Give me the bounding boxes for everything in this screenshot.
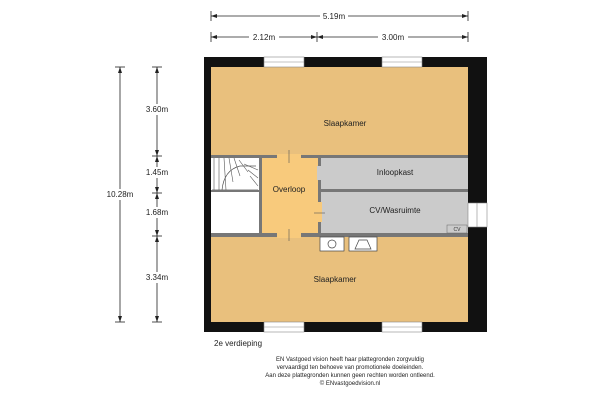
floor-label: 2e verdieping [214, 339, 263, 348]
room-slaapkamer-top [211, 67, 468, 155]
label-slaapkamer-bottom: Slaapkamer [313, 275, 357, 284]
cv-unit [447, 225, 467, 233]
dim-width-right: 3.00m [381, 33, 405, 42]
dim-height-1: 3.60m [145, 105, 169, 114]
dim-width-left: 2.12m [252, 33, 276, 42]
label-inloopkast: Inloopkast [376, 168, 414, 177]
staircase [211, 158, 259, 234]
label-cv-wasruimte: CV/Wasruimte [369, 206, 421, 215]
dim-height-4: 3.34m [145, 273, 169, 282]
cv-unit-label: CV [453, 227, 461, 233]
disclaimer-line-3: Aan deze plattegronden kunnen geen rechten worden ontleend. [265, 373, 435, 379]
dimension-left-total [101, 67, 139, 322]
dim-height-3: 1.68m [145, 208, 169, 217]
dim-height-2: 1.45m [145, 168, 169, 177]
label-overloop: Overloop [272, 185, 306, 194]
disclaimer-line-1: EN Vastgoed vision heeft haar plattegronden zorgvuldig [276, 357, 424, 363]
disclaimer [200, 356, 500, 388]
label-slaapkamer-top: Slaapkamer [323, 119, 367, 128]
dimension-top-split [211, 32, 468, 42]
room-overloop [262, 158, 318, 234]
dim-total-width: 5.19m [322, 12, 346, 21]
disclaimer-line-4: © ENvastgoedvision.nl [319, 381, 381, 387]
dim-total-height: 10.28m [106, 190, 134, 199]
dimension-top-total [211, 11, 468, 21]
dimension-left-split [140, 67, 174, 322]
disclaimer-line-2: vervaardigd ten behoeve van promotionele doeleinden. [276, 365, 424, 371]
